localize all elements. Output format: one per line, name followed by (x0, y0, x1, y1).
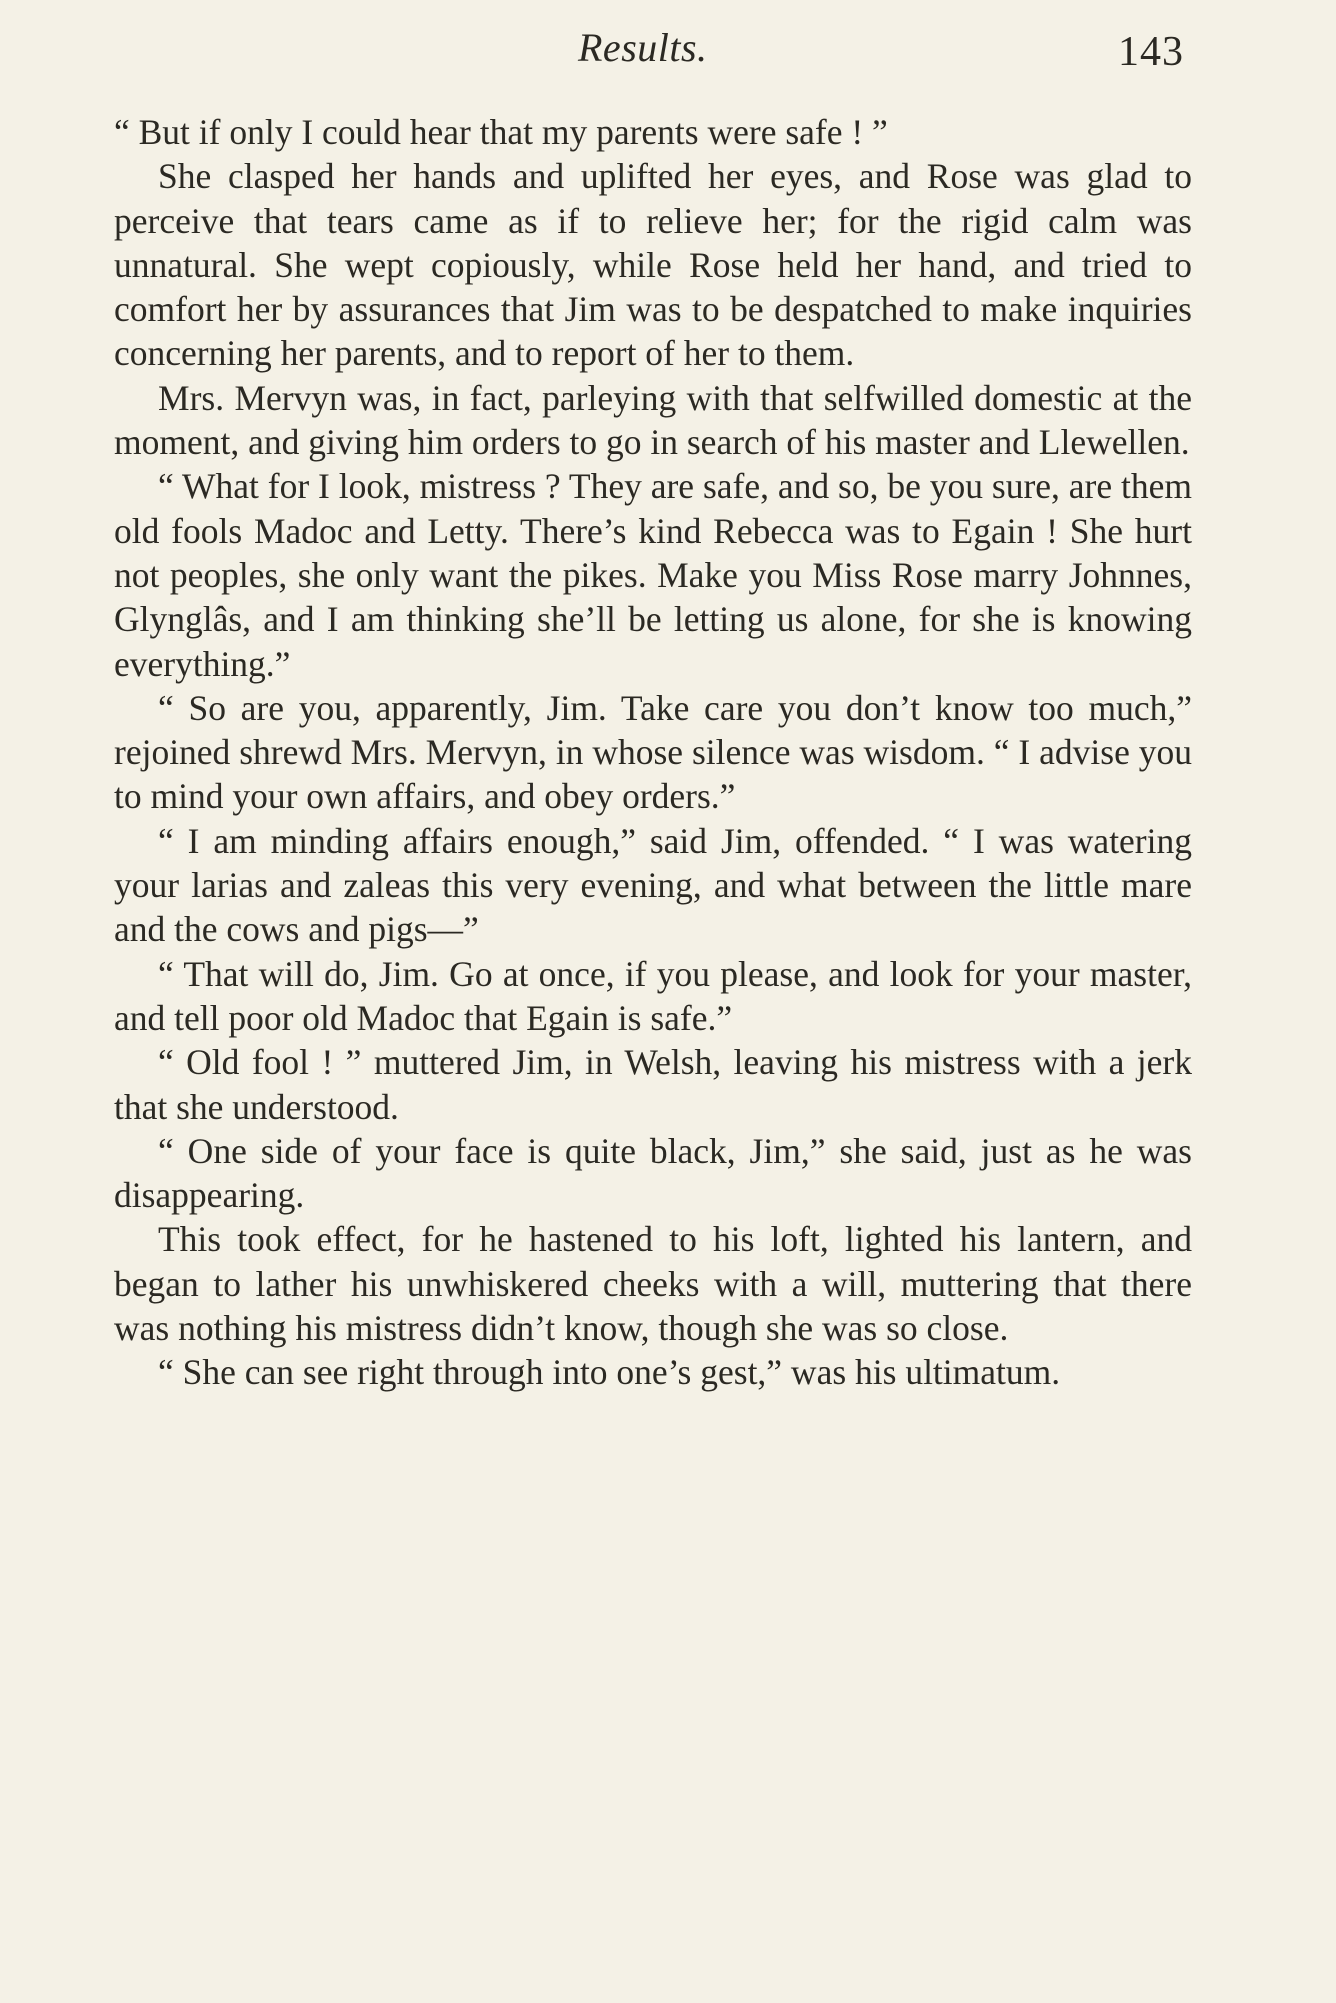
paragraph: This took effect, for he hastened to his loft, lighted his lantern, and began to lather his unwhiskered cheeks with a will, muttering that there was nothing his mistress didn’t know, though she was so close. (114, 1219, 1192, 1349)
paragraph: “ So are you, apparently, Jim. Take care you don’t know too much,” rejoined shrewd Mrs. Mervyn, in whose silence was wisdom. “ I advise you to mind your own affairs, and obey orders.” (114, 687, 1192, 817)
paragraph: “ She can see right through into one’s gest,” was his ultimatum. (158, 1352, 1061, 1393)
paragraph: “ I am minding affairs enough,” said Jim, offended. “ I was watering your larias and zaleas this very evening, and what between the little mare and the cows and pigs—” (114, 820, 1192, 950)
paragraph: “ Old fool ! ” muttered Jim, in Welsh, leaving his mistress with a jerk that she understood. (114, 1042, 1192, 1127)
paragraph: “ That will do, Jim. Go at once, if you please, and look for your master, and tell poor old Madoc that Egain is safe.” (114, 953, 1192, 1038)
paragraph: She clasped her hands and uplifted her eyes, and Rose was glad to perceive that tears came as if to relieve her; for the rigid calm was unnatural. She wept copiously, while Rose held her hand, and tried to comfort her by assurances that Jim was to be despatched to make inquiries concerning her parents, and to report of her to them. (114, 156, 1192, 374)
paragraph: “ But if only I could hear that my parents were safe ! ” (114, 112, 888, 152)
paragraph: “ One side of your face is quite black, Jim,” she said, just as he was disappearing. (114, 1130, 1192, 1216)
body-text (114, 110, 1192, 1395)
running-head-title: Results. (578, 25, 708, 70)
page-number: 143 (1118, 29, 1184, 75)
running-head (0, 18, 1336, 78)
paragraph: Mrs. Mervyn was, in fact, parleying with that selfwilled domestic at the moment, and giving him orders to go in search of his master and Llewellen. (114, 377, 1192, 463)
paragraph: “ What for I look, mistress ? They are safe, and so, be you sure, are them old fools Madoc and Letty. There’s kind Rebecca was to Egain ! She hurt not peoples, she only want the pikes. Make you Miss Rose marry Johnnes, Glynglâs, and I am thinking she’ll be letting us alone, for she is knowing everything.” (114, 466, 1192, 684)
